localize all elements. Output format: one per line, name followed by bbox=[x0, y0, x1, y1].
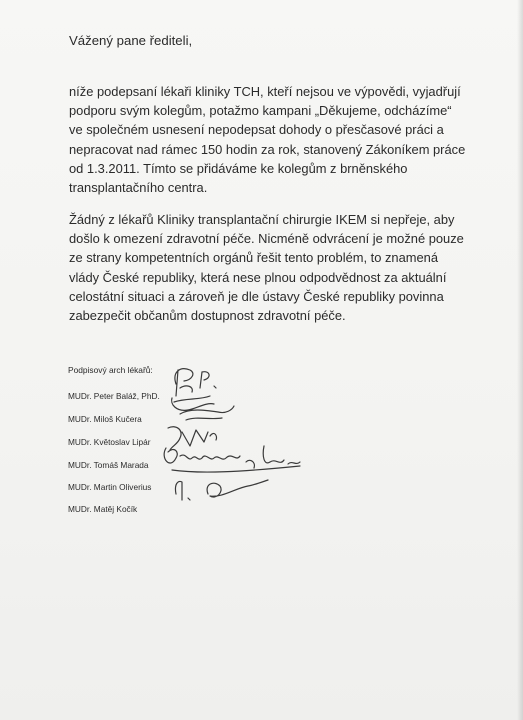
paragraph-line: celostátní situaci a zároveň je dle ústavy České republiky povinna bbox=[69, 288, 444, 304]
letter-paragraph-1 bbox=[69, 82, 465, 197]
signer-name: MUDr. Martin Oliverius bbox=[68, 482, 152, 492]
signer-name: MUDr. Peter Baláž, PhD. bbox=[68, 391, 160, 401]
paragraph-line: od 1.3.2011. Tímto se přidáváme ke kolegům z brněnského bbox=[69, 160, 408, 176]
paragraph-line: vlády České republiky, která nese plnou odpodvědnost za aktuální bbox=[69, 269, 447, 285]
signature-1 bbox=[175, 369, 216, 396]
signer-name: MUDr. Tomáš Marada bbox=[68, 460, 149, 470]
paragraph-line: podporu svým kolegům, potažmo kampani „Děkujeme, odcházíme“ bbox=[69, 103, 452, 119]
signature-4-underline bbox=[172, 466, 300, 472]
paragraph-line: ve společném usnesení nepodepsat dohody o přesčasové práci a bbox=[69, 122, 444, 138]
signer-name: MUDr. Květoslav Lipár bbox=[68, 437, 151, 447]
paragraph-line: nepracovat nad rámec 150 hodin za rok, stanovený Zákoníkem práce bbox=[69, 141, 466, 157]
signature-3 bbox=[168, 427, 217, 450]
paragraph-line: níže podepsaní lékaři kliniky TCH, kteří nejsou ve výpovědi, vyjadřují bbox=[69, 84, 461, 99]
signature-5 bbox=[175, 480, 268, 500]
letter-paragraph-2 bbox=[69, 210, 464, 325]
paragraph-line: zabezpečit občanům dostupnost zdravotní péče. bbox=[69, 308, 346, 324]
paragraph-line: transplantačního centra. bbox=[69, 180, 208, 196]
signature-4 bbox=[164, 446, 300, 468]
paragraph-line: ze strany kompetentních orgánů řešit tento problém, to znamená bbox=[69, 250, 439, 266]
signer-name: MUDr. Matěj Kočík bbox=[68, 504, 138, 514]
signature-sheet-heading: Podpisový arch lékařů: bbox=[68, 365, 153, 375]
paragraph-line: Žádný z lékařů Kliniky transplantační chirurgie IKEM si nepřeje, aby bbox=[69, 212, 455, 227]
page-edge-shadow bbox=[517, 0, 523, 720]
signer-name: MUDr. Miloš Kučera bbox=[68, 414, 142, 424]
letter-greeting: Vážený pane řediteli, bbox=[69, 33, 193, 48]
paragraph-line: došlo k omezení zdravotní péče. Nicméně odvrácení je možné pouze bbox=[69, 231, 464, 247]
signature-2 bbox=[172, 396, 234, 420]
